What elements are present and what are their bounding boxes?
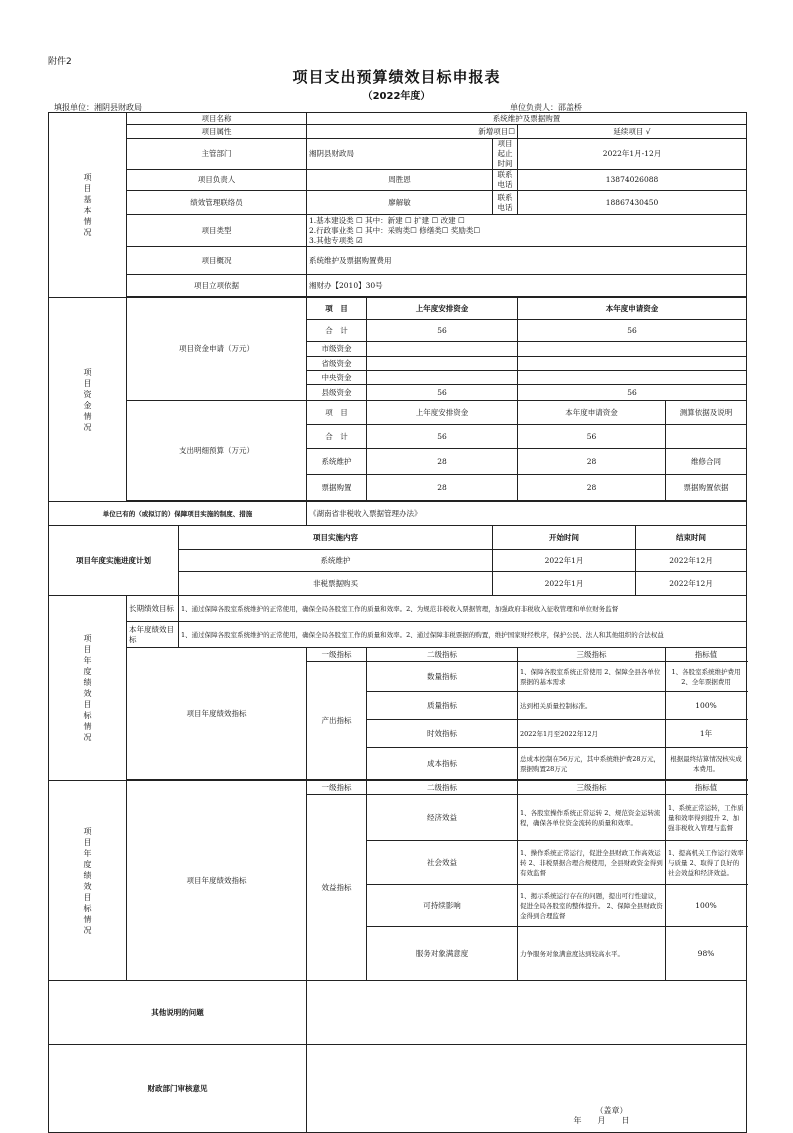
fund-row-name: 市级资金 xyxy=(307,342,367,357)
apply-label: 项目资金申请（万元） xyxy=(127,298,307,401)
fund-row-last xyxy=(367,342,518,357)
effect-value: 1、系统正常运转，工作质量和效率得到提升 2、加强非税收入管理与监督 xyxy=(666,795,747,841)
detail-row-note: 票据购置依据 xyxy=(666,475,747,501)
system-value: 《湖南省非税收入票据管理办法》 xyxy=(307,502,747,526)
fund-row-this xyxy=(518,371,747,385)
plan-label: 项目年度实施进度计划 xyxy=(49,526,179,596)
performance-form-table xyxy=(48,112,747,1133)
fund-row-this: 56 xyxy=(518,320,747,342)
plan-row-start: 2022年1月 xyxy=(493,572,636,596)
perf-section-label: 项目年度绩效目标情况 xyxy=(49,596,127,781)
period-value: 2022年1月-12月 xyxy=(518,139,747,170)
perf-phone: 18867430450 xyxy=(518,191,747,215)
review-value xyxy=(307,1045,747,1133)
effect-desc: 力争服务对象满意度达到较高水平。 xyxy=(518,927,666,981)
output-label: 产出指标 xyxy=(307,662,367,780)
dept-label: 主管部门 xyxy=(127,139,307,170)
fund-col-this: 本年度申请资金 xyxy=(518,298,747,320)
detail-row-name: 合 计 xyxy=(307,425,367,449)
perf-contact-value: 廖解敏 xyxy=(307,191,493,215)
output-value: 100% xyxy=(666,692,747,720)
attr-new: 新增项目☐ xyxy=(307,125,518,139)
attr-cont: 延续项目 √ xyxy=(518,125,747,139)
plan-row-content: 非税票据购买 xyxy=(179,572,493,596)
overview-value: 系统维护及票据购置费用 xyxy=(307,247,747,275)
output-desc: 2022年1月至2022年12月 xyxy=(518,720,666,748)
owner-phone-label: 联系电话 xyxy=(493,170,518,191)
fund-row-last xyxy=(367,371,518,385)
fund-row-this: 56 xyxy=(518,385,747,401)
seal-text: （盖章） xyxy=(595,1106,628,1115)
output-value: 1年 xyxy=(666,720,747,748)
plan-row-content: 系统维护 xyxy=(179,550,493,572)
attr-label: 项目属性 xyxy=(127,125,307,139)
fund-row-name: 中央资金 xyxy=(307,371,367,385)
perf-h1: 一级指标 xyxy=(307,648,367,662)
owner-phone: 13874026088 xyxy=(518,170,747,191)
output-name: 时效指标 xyxy=(367,720,518,748)
perf2-idx-label: 项目年度绩效指标 xyxy=(127,781,307,981)
perf-h4: 指标值 xyxy=(666,648,747,662)
fund-row-last: 56 xyxy=(367,385,518,401)
owner-value: 周胜恩 xyxy=(307,170,493,191)
fund-row-this xyxy=(518,357,747,371)
name-label: 项目名称 xyxy=(127,113,307,125)
detail-col-this: 本年度申请资金 xyxy=(518,401,666,425)
type-label: 项目类型 xyxy=(127,215,307,247)
perf2-section-label: 项目年度绩效目标情况 xyxy=(49,781,127,981)
basis-value: 湘财办【2010】30号 xyxy=(307,275,747,297)
effect-value: 100% xyxy=(666,885,747,927)
long-value: 1、通过保障各股室系统维护的正常使用，确保全局各股室工作的质量和效率。2、为规范非税收入票据管理，加强政府非税收入征收管理和单位财务监督 xyxy=(179,596,747,622)
output-desc: 1、保障各股室系统正常使用 2、保障全县各单位票据的基本需求 xyxy=(518,662,666,692)
perf2-h3: 三级指标 xyxy=(518,781,666,795)
fund-row-name: 省级资金 xyxy=(307,357,367,371)
detail-row-last: 28 xyxy=(367,475,518,501)
year-target-value: 1、通过保障各股室系统维护的正常使用，确保全局各股室工作的质量和效率。2、通过保障非税票据的购置，维护国家财经秩序，保护公民、法人和其他组织的合法权益 xyxy=(179,622,747,648)
fund-col-last: 上年度安排资金 xyxy=(367,298,518,320)
detail-col-note: 测算依据及说明 xyxy=(666,401,747,425)
plan-col-start: 开始时间 xyxy=(493,526,636,550)
date-text: 年 月 日 xyxy=(573,1116,630,1125)
long-label: 长期绩效目标 xyxy=(127,596,179,622)
period-label: 项目起止时间 xyxy=(493,139,518,170)
output-name: 质量指标 xyxy=(367,692,518,720)
owner-label: 项目负责人 xyxy=(127,170,307,191)
perf-h3: 三级指标 xyxy=(518,648,666,662)
effect-name: 经济效益 xyxy=(367,795,518,841)
output-value: 根据最终结算情况核实成本费用。 xyxy=(666,748,747,780)
effect-name: 可持续影响 xyxy=(367,885,518,927)
name-value: 系统维护及票据购置 xyxy=(307,113,747,125)
effect-name: 服务对象满意度 xyxy=(367,927,518,981)
detail-row-this: 28 xyxy=(518,475,666,501)
detail-row-last: 56 xyxy=(367,425,518,449)
unit-head: 单位负责人：邵盖桥 xyxy=(510,103,582,112)
output-desc: 总成本控制在56万元，其中系统维护费28万元，票据购置28万元 xyxy=(518,748,666,780)
review-label: 财政部门审核意见 xyxy=(49,1045,307,1133)
basis-label: 项目立项依据 xyxy=(127,275,307,297)
fund-row-last: 56 xyxy=(367,320,518,342)
plan-col-end: 结束时间 xyxy=(636,526,747,550)
output-name: 数量指标 xyxy=(367,662,518,692)
detail-row-last: 28 xyxy=(367,449,518,475)
fund-col-item: 项 目 xyxy=(307,298,367,320)
output-desc: 达到相关质量控制标准。 xyxy=(518,692,666,720)
effect-desc: 1、揭示系统运行存在的问题，提出可行性建议，促进全局各股室的整体提升。 2、保障全县财政资金得到合理监督 xyxy=(518,885,666,927)
perf-idx-label: 项目年度绩效指标 xyxy=(127,648,307,780)
effect-value: 1、提高机关工作运行效率与质量 2、取得了良好的社会效益和经济效益。 xyxy=(666,841,747,885)
type-line-2: 2.行政事业类 ☐ 其中：采购类☐ 修缮类☐ 奖励类☐ xyxy=(309,225,481,235)
type-line-3: 3.其他专项类 ☑ xyxy=(309,235,363,245)
detail-row-note xyxy=(666,425,747,449)
other-label: 其他说明的问题 xyxy=(49,981,307,1045)
detail-row-note: 维修合同 xyxy=(666,449,747,475)
form-year: （2022年度） xyxy=(362,91,431,102)
detail-row-this: 56 xyxy=(518,425,666,449)
type-line-1: 1.基本建设类 ☐ 其中：新建 ☐ 扩建 ☐ 改建 ☐ xyxy=(309,215,465,225)
plan-row-start: 2022年1月 xyxy=(493,550,636,572)
fund-row-last xyxy=(367,357,518,371)
effect-desc: 1、操作系统正常运行，促进全县财政工作高效运转 2、非税票据合理合规使用，全县财政资金得到有效监督 xyxy=(518,841,666,885)
plan-row-end: 2022年12月 xyxy=(636,550,747,572)
year-target-label: 本年度绩效目标 xyxy=(127,622,179,648)
detail-row-name: 票据购置 xyxy=(307,475,367,501)
perf2-h4: 指标值 xyxy=(666,781,747,795)
effect-desc: 1、各股室操作系统正常运转 2、规范资金运转流程，确保各单位资金流转的质量和效率。 xyxy=(518,795,666,841)
detail-col-last: 上年度安排资金 xyxy=(367,401,518,425)
other-value xyxy=(307,981,747,1045)
type-options xyxy=(307,215,747,247)
detail-col-item: 项 目 xyxy=(307,401,367,425)
basic-section-label: 项目基本情况 xyxy=(49,113,127,298)
detail-label: 支出明细预算（万元） xyxy=(127,401,307,501)
funds-section-label: 项目资金情况 xyxy=(49,298,127,502)
perf-contact-label: 绩效管理联络员 xyxy=(127,191,307,215)
detail-row-name: 系统维护 xyxy=(307,449,367,475)
effect-name: 社会效益 xyxy=(367,841,518,885)
attachment-label: 附件2 xyxy=(48,57,72,67)
output-name: 成本指标 xyxy=(367,748,518,780)
fund-row-name: 县级资金 xyxy=(307,385,367,401)
overview-label: 项目概况 xyxy=(127,247,307,275)
detail-row-this: 28 xyxy=(518,449,666,475)
dept-value: 湘阴县财政局 xyxy=(307,139,493,170)
fund-row-this xyxy=(518,342,747,357)
perf-h2: 二级指标 xyxy=(367,648,518,662)
output-value: 1、各股室系统维护费用 2、全年票据费用 xyxy=(666,662,747,692)
perf2-h1: 一级指标 xyxy=(307,781,367,795)
filing-unit: 填报单位：湘阴县财政局 xyxy=(54,103,142,112)
fund-row-name: 合 计 xyxy=(307,320,367,342)
effect-value: 98% xyxy=(666,927,747,981)
perf2-h2: 二级指标 xyxy=(367,781,518,795)
plan-col-content: 项目实施内容 xyxy=(179,526,493,550)
system-label: 单位已有的（或拟订的）保障项目实施的制度、措施 xyxy=(49,502,307,526)
plan-row-end: 2022年12月 xyxy=(636,572,747,596)
perf-phone-label: 联系电话 xyxy=(493,191,518,215)
effect-label: 效益指标 xyxy=(307,795,367,981)
form-title: 项目支出预算绩效目标申报表 xyxy=(292,68,501,86)
